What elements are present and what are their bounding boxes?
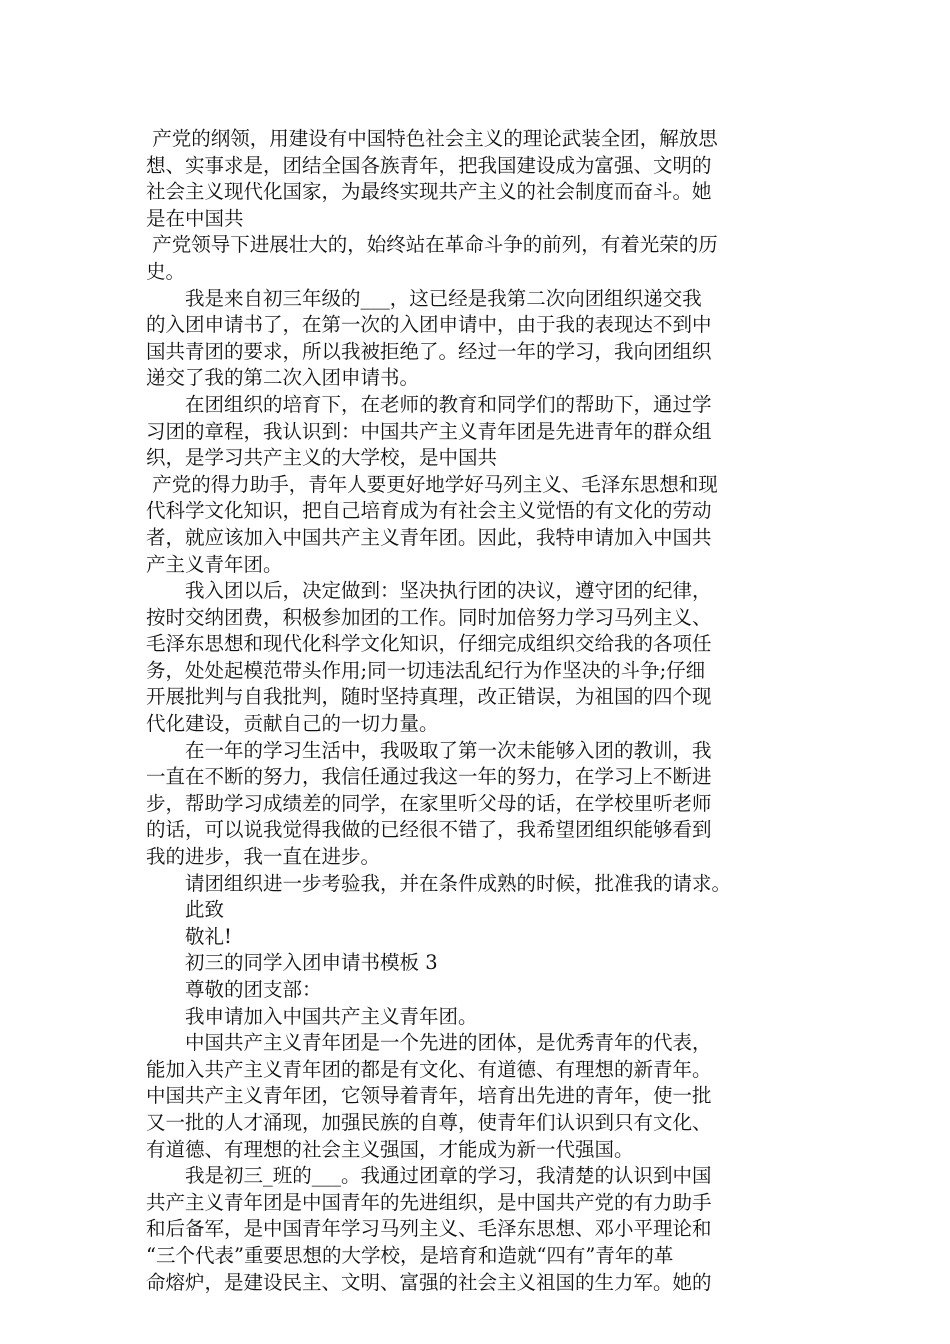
text-line: 代科学文化知识，把自己培育成为有社会主义觉悟的有文化的劳动 <box>146 499 712 523</box>
text-line: 和后备军，是中国青年学习马列主义、毛泽东思想、邓小平理论和 <box>146 1217 712 1241</box>
text-line: 史。 <box>146 259 186 283</box>
text-line: 尊敬的团支部： <box>146 978 322 1001</box>
text-line: 想、实事求是，团结全国各族青年，把我国建设成为富强、文明的 <box>146 153 712 177</box>
text-line: 社会主义现代化国家，为最终实现共产主义的社会制度而奋斗。她 <box>146 180 712 204</box>
text-line: 我是初三_班的___。我通过团章的学习，我清楚的认识到中国 <box>146 1164 712 1188</box>
text-line: 者，就应该加入中国共产主义青年团。因此，我特申请加入中国共 <box>146 525 712 549</box>
text-line: 中国共产主义青年团是一个先进的团体，是优秀青年的代表， <box>146 1031 712 1055</box>
text-line: 中国共产主义青年团，它领导着青年，培育出先进的青年，使一批 <box>146 1084 712 1108</box>
text-line: 在一年的学习生活中，我吸取了第一次未能够入团的教训，我 <box>146 738 712 762</box>
text-line: 命熔炉，是建设民主、文明、富强的社会主义祖国的生力军。她的 <box>146 1270 712 1294</box>
text-line: 产党的得力助手，青年人要更好地学好马列主义、毛泽东思想和现 <box>146 472 718 496</box>
text-line: 的话，可以说我觉得我做的已经很不错了，我希望团组织能够看到 <box>146 818 712 842</box>
document-body <box>146 126 826 1296</box>
text-line: 产党领导下进展壮大的，始终站在革命斗争的前列，有着光荣的历 <box>146 233 718 257</box>
text-line: 织，是学习共产主义的大学校，是中国共 <box>146 446 498 470</box>
text-line: 按时交纳团费，积极参加团的工作。同时加倍努力学习马列主义、 <box>146 605 712 629</box>
text-line: 我申请加入中国共产主义青年团。 <box>146 1004 478 1028</box>
text-line: 毛泽东思想和现代化科学文化知识，仔细完成组织交给我的各项任 <box>146 632 712 656</box>
text-line: 习团的章程，我认识到：中国共产主义青年团是先进青年的群众组 <box>146 419 712 443</box>
text-line: “三个代表”重要思想的大学校，是培育和造就“四有”青年的革 <box>146 1243 674 1267</box>
text-line: 产主义青年团。 <box>146 552 283 576</box>
text-line: 务，处处起模范带头作用;同一切违法乱纪行为作坚决的斗争;仔细 <box>146 658 706 682</box>
text-line: 有道德、有理想的社会主义强国，才能成为新一代强国。 <box>146 1137 634 1161</box>
text-line: 又一批的人才涌现，加强民族的自尊，使青年们认识到只有文化、 <box>146 1110 712 1134</box>
text-line: 能加入共产主义青年团的都是有文化、有道德、有理想的新青年。 <box>146 1057 712 1081</box>
text-line: 是在中国共 <box>146 206 244 230</box>
text-line: 递交了我的第二次入团申请书。 <box>146 366 420 390</box>
text-line: 初三的同学入团申请书模板 3 <box>146 951 438 975</box>
text-line: 共产主义青年团是中国青年的先进组织，是中国共产党的有力助手 <box>146 1190 712 1214</box>
text-line: 的入团申请书了，在第一次的入团申请中，由于我的表现达不到中 <box>146 313 712 337</box>
text-line: 代化建设，贡献自己的一切力量。 <box>146 712 439 736</box>
text-line: 我入团以后，决定做到：坚决执行团的决议，遵守团的纪律， <box>146 579 712 603</box>
text-line: 步，帮助学习成绩差的同学，在家里听父母的话，在学校里听老师 <box>146 791 712 815</box>
text-line: 此致 <box>146 898 225 922</box>
text-line: 产党的纲领，用建设有中国特色社会主义的理论武装全团，解放思 <box>146 127 718 150</box>
text-line: 敬礼! <box>146 924 232 948</box>
text-line: 一直在不断的努力，我信任通过我这一年的努力，在学习上不断进 <box>146 765 712 789</box>
text-line: 请团组织进一步考验我，并在条件成熟的时候，批准我的请求。 <box>146 871 732 895</box>
text-line: 开展批判与自我批判，随时坚持真理，改正错误，为祖国的四个现 <box>146 685 712 709</box>
text-line: 我是来自初三年级的___，这已经是我第二次向团组织递交我 <box>146 286 702 310</box>
text-line: 我的进步，我一直在进步。 <box>146 845 381 869</box>
text-line: 国共青团的要求，所以我被拒绝了。经过一年的学习，我向团组织 <box>146 339 712 363</box>
text-line: 在团组织的培育下，在老师的教育和同学们的帮助下，通过学 <box>146 392 712 416</box>
